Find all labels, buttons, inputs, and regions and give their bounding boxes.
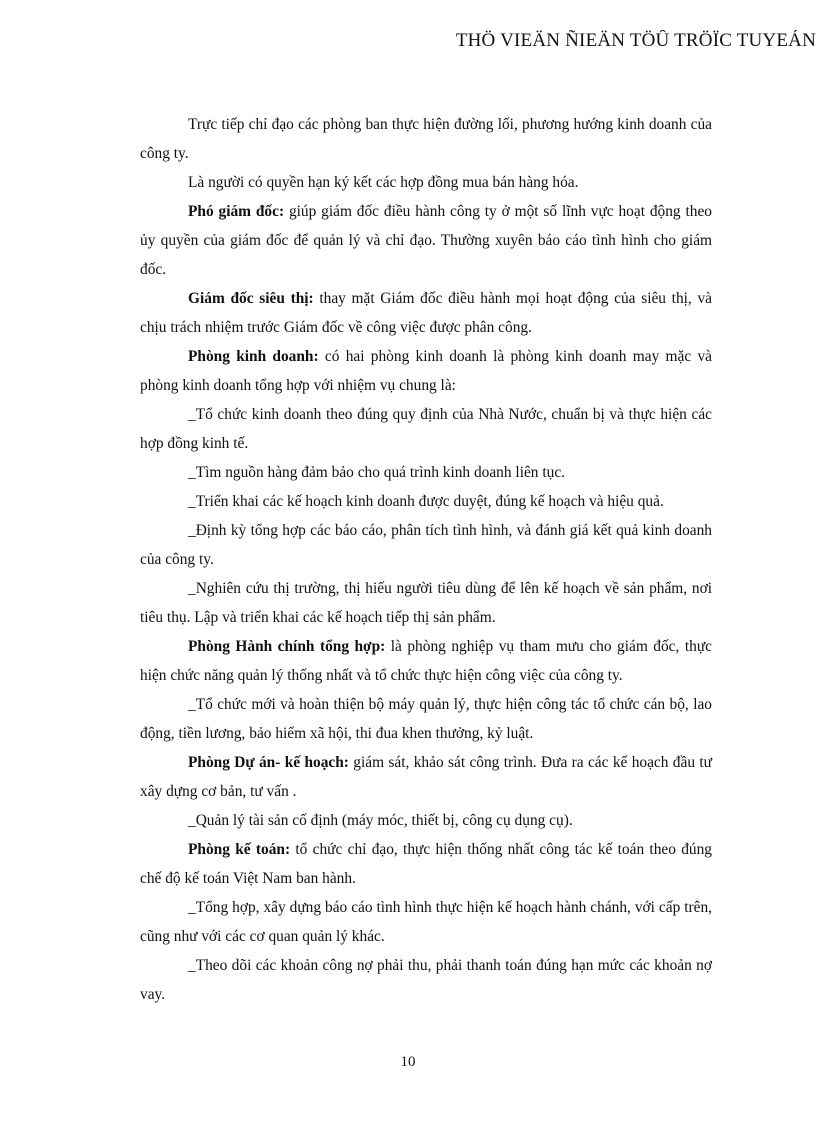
- paragraph: [140, 835, 712, 893]
- paragraph: [140, 516, 712, 574]
- paragraph: [140, 487, 712, 516]
- paragraph: [140, 632, 712, 690]
- paragraph: [140, 574, 712, 632]
- paragraph: [140, 806, 712, 835]
- paragraph-heading: Phòng Hành chính tổng hợp:: [188, 638, 386, 655]
- paragraph: [140, 110, 712, 168]
- paragraph-text: _Nghiên cứu thị trường, thị hiếu người tiêu dùng để lên kế hoạch về sản phẩm, nơi tiêu thụ. Lập và triển khai các kế hoạch tiếp thị sản phẩm.: [140, 580, 712, 626]
- paragraph: [140, 690, 712, 748]
- paragraph-text: giúp giám đốc điều hành công ty ở một số lĩnh vực hoạt động theo ủy quyền của giám đốc để quản lý và chỉ đạo. Thường xuyên báo cáo tình hình cho giám đốc.: [140, 203, 712, 278]
- paragraph-text: có hai phòng kinh doanh là phòng kinh doanh may mặc và phòng kinh doanh tổng hợp với nhiệm vụ chung là:: [140, 348, 712, 394]
- paragraph-text: giám sát, khảo sát công trình. Đưa ra các kế hoạch đầu tư xây dựng cơ bản, tư vấn .: [140, 754, 713, 800]
- paragraph-text: tổ chức chỉ đạo, thực hiện thống nhất công tác kế toán theo đúng chế độ kế toán Việt Nam ban hành.: [140, 841, 712, 887]
- paragraph-text: thay mặt Giám đốc điều hành mọi hoạt động của siêu thị, và chịu trách nhiệm trước Giám đốc về công việc được phân công.: [140, 290, 712, 336]
- paragraph-text: _Tìm nguồn hàng đảm bảo cho quá trình kinh doanh liên tục.: [188, 464, 565, 481]
- paragraph: [140, 951, 712, 1009]
- page-number: 10: [400, 1054, 416, 1070]
- paragraph-text: _Triển khai các kế hoạch kinh doanh được duyệt, đúng kế hoạch và hiệu quả.: [188, 493, 664, 510]
- paragraph: [140, 400, 712, 458]
- paragraph: [140, 458, 712, 487]
- paragraph: [140, 284, 712, 342]
- paragraph-text: _Định kỳ tổng hợp các báo cáo, phân tích tình hình, và đánh giá kết quả kinh doanh của công ty.: [140, 522, 712, 568]
- paragraph: [140, 893, 712, 951]
- page-header: THÖ VIEÄN ÑIEÄN TÖÛ TRÖÏC TUYEÁN: [455, 30, 816, 51]
- paragraph-text: là phòng nghiệp vụ tham mưu cho giám đốc, thực hiện chức năng quản lý thống nhất và tổ chức thực hiện công việc của công ty.: [140, 638, 712, 684]
- paragraph: [140, 748, 712, 806]
- paragraph-text: _Tổ chức mới và hoàn thiện bộ máy quản lý, thực hiện công tác tổ chức cán bộ, lao động, tiền lương, bảo hiểm xã hội, thi đua khen thưởng, kỷ luật.: [140, 696, 712, 742]
- paragraph-heading: Giám đốc siêu thị:: [188, 290, 314, 307]
- paragraph-text: Là người có quyền hạn ký kết các hợp đồng mua bán hàng hóa.: [188, 174, 579, 191]
- paragraph: [140, 342, 712, 400]
- paragraph-text: _Quản lý tài sản cố định (máy móc, thiết bị, công cụ dụng cụ).: [188, 812, 573, 829]
- document-body: [140, 110, 712, 1009]
- paragraph-text: Trực tiếp chỉ đạo các phòng ban thực hiện đường lối, phương hướng kinh doanh của công ty.: [140, 116, 712, 162]
- paragraph-heading: Phòng kinh doanh:: [188, 348, 319, 365]
- paragraph: [140, 197, 712, 284]
- paragraph-text: _Tổ chức kinh doanh theo đúng quy định của Nhà Nước, chuẩn bị và thực hiện các hợp đồng kinh tế.: [140, 406, 712, 452]
- paragraph: [140, 168, 712, 197]
- paragraph-heading: Phó giám đốc:: [188, 203, 285, 220]
- paragraph-heading: Phòng Dự án- kế hoạch:: [188, 754, 349, 771]
- paragraph-heading: Phòng kế toán:: [188, 841, 291, 858]
- paragraph-text: _Tổng hợp, xây dựng báo cáo tình hình thực hiện kế hoạch hành chánh, với cấp trên, cũng như với các cơ quan quản lý khác.: [140, 899, 712, 945]
- paragraph-text: _Theo dõi các khoản công nợ phải thu, phải thanh toán đúng hạn mức các khoản nợ vay.: [140, 957, 712, 1003]
